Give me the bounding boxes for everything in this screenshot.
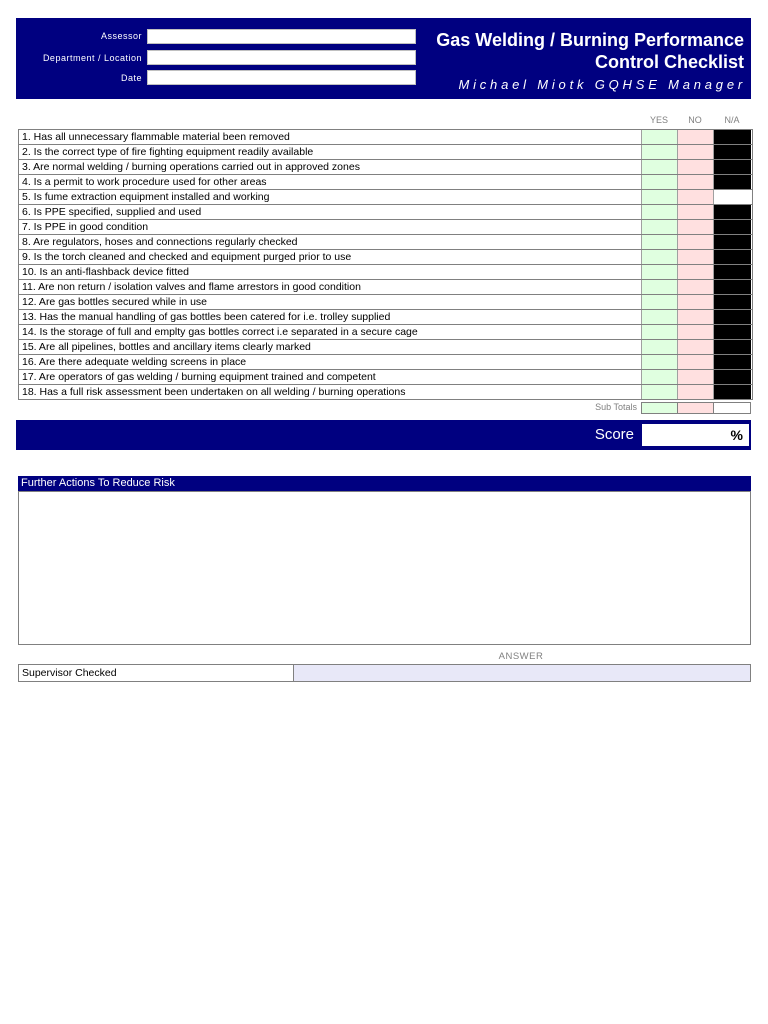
score-bar: [16, 420, 751, 450]
answer-no-cell[interactable]: [677, 250, 713, 264]
answer-yes-cell[interactable]: [641, 370, 677, 384]
page-title-line2: Control Checklist: [594, 52, 744, 72]
score-percent-sign: %: [730, 427, 743, 443]
table-row: [19, 220, 752, 235]
question-text: 5. Is fume extraction equipment installed and working: [22, 191, 270, 203]
question-text: 4. Is a permit to work procedure used for other areas: [22, 176, 267, 188]
table-row: [19, 145, 752, 160]
page-subtitle: Michael Miotk GQHSE Manager: [458, 77, 746, 92]
answer-na-cell: [713, 325, 751, 339]
answer-na-cell: [713, 130, 751, 144]
subtotal-yes: [641, 402, 678, 414]
table-row: [19, 355, 752, 370]
answer-na-cell: [713, 160, 751, 174]
answer-no-cell[interactable]: [677, 355, 713, 369]
answer-no-cell[interactable]: [677, 340, 713, 354]
answer-yes-cell[interactable]: [641, 145, 677, 159]
question-text: 7. Is PPE in good condition: [22, 221, 149, 233]
answer-na-cell: [713, 250, 751, 264]
answer-no-cell[interactable]: [677, 295, 713, 309]
answer-yes-cell[interactable]: [641, 265, 677, 279]
answer-yes-cell[interactable]: [641, 220, 677, 234]
table-row: [19, 310, 752, 325]
subtotal-no: [677, 402, 714, 414]
table-row: [19, 325, 752, 340]
answer-yes-cell[interactable]: [641, 160, 677, 174]
question-text: 11. Are non return / isolation valves and flame arrestors in good condition: [22, 281, 361, 293]
table-row: [19, 160, 752, 175]
answer-header: ANSWER: [498, 651, 544, 662]
answer-yes-cell[interactable]: [641, 175, 677, 189]
further-actions-header: Further Actions To Reduce Risk: [18, 476, 751, 491]
answer-no-cell[interactable]: [677, 145, 713, 159]
date-label: Date: [120, 73, 142, 83]
answer-no-cell[interactable]: [677, 325, 713, 339]
answer-no-cell[interactable]: [677, 370, 713, 384]
answer-no-cell[interactable]: [677, 205, 713, 219]
answer-yes-cell[interactable]: [641, 310, 677, 324]
table-row: [19, 385, 752, 400]
answer-yes-cell[interactable]: [641, 340, 677, 354]
question-text: 12. Are gas bottles secured while in use: [22, 296, 208, 308]
department-field[interactable]: [147, 50, 416, 65]
supervisor-answer-field[interactable]: [293, 665, 750, 681]
column-header-no: NO: [688, 115, 702, 125]
question-text: 9. Is the torch cleaned and checked and equipment purged prior to use: [22, 251, 352, 263]
answer-na-cell: [713, 265, 751, 279]
answer-na-cell: [713, 280, 751, 294]
score-label: Score: [594, 426, 634, 443]
question-text: 8. Are regulators, hoses and connections regularly checked: [22, 236, 298, 248]
question-text: 6. Is PPE specified, supplied and used: [22, 206, 202, 218]
answer-no-cell[interactable]: [677, 160, 713, 174]
answer-no-cell[interactable]: [677, 235, 713, 249]
answer-yes-cell[interactable]: [641, 295, 677, 309]
question-text: 3. Are normal welding / burning operations carried out in approved zones: [22, 161, 360, 173]
column-header-na: N/A: [724, 115, 740, 125]
table-row: [19, 280, 752, 295]
answer-no-cell[interactable]: [677, 280, 713, 294]
answer-no-cell[interactable]: [677, 175, 713, 189]
question-text: 10. Is an anti-flashback device fitted: [22, 266, 189, 278]
question-text: 1. Has all unnecessary flammable material been removed: [22, 131, 290, 143]
table-row: [19, 250, 752, 265]
answer-na-cell: [713, 235, 751, 249]
table-row: [19, 130, 752, 145]
answer-yes-cell[interactable]: [641, 205, 677, 219]
table-row: [19, 205, 752, 220]
answer-no-cell[interactable]: [677, 190, 713, 204]
answer-na-cell: [713, 145, 751, 159]
assessor-label: Assessor: [100, 31, 142, 41]
answer-na-cell: [713, 385, 751, 399]
table-row: [19, 340, 752, 355]
header-banner: [16, 18, 751, 99]
date-field[interactable]: [147, 70, 416, 85]
answer-na-cell: [713, 355, 751, 369]
table-row: [19, 175, 752, 190]
question-text: 15. Are all pipelines, bottles and ancillary items clearly marked: [22, 341, 311, 353]
question-text: 13. Has the manual handling of gas bottles been catered for i.e. trolley supplied: [22, 311, 391, 323]
answer-no-cell[interactable]: [677, 265, 713, 279]
answer-no-cell[interactable]: [677, 220, 713, 234]
assessor-field[interactable]: [147, 29, 416, 44]
question-text: 14. Is the storage of full and emplty gas bottles correct i.e separated in a secure cage: [22, 326, 418, 338]
question-text: 18. Has a full risk assessment been undertaken on all welding / burning operations: [22, 386, 406, 398]
answer-na-cell: [713, 205, 751, 219]
page-title-line1: Gas Welding / Burning Performance: [436, 30, 744, 50]
answer-yes-cell[interactable]: [641, 355, 677, 369]
answer-yes-cell[interactable]: [641, 250, 677, 264]
answer-yes-cell[interactable]: [641, 325, 677, 339]
supervisor-row: [18, 664, 751, 682]
answer-yes-cell[interactable]: [641, 190, 677, 204]
answer-na-cell: [713, 310, 751, 324]
answer-na-cell: [713, 220, 751, 234]
answer-na-cell: [713, 295, 751, 309]
supervisor-label: Supervisor Checked: [22, 667, 117, 679]
answer-no-cell[interactable]: [677, 310, 713, 324]
table-row: [19, 190, 752, 205]
answer-na-cell: [713, 370, 751, 384]
question-text: 2. Is the correct type of fire fighting equipment readily available: [22, 146, 314, 158]
answer-na-cell: [713, 340, 751, 354]
answer-yes-cell[interactable]: [641, 235, 677, 249]
question-text: 16. Are there adequate welding screens in place: [22, 356, 247, 368]
department-label: Department / Location: [42, 53, 142, 63]
column-header-yes: YES: [649, 115, 668, 125]
answer-no-cell[interactable]: [677, 385, 713, 399]
further-actions-textarea[interactable]: [18, 491, 751, 645]
table-row: [19, 295, 752, 310]
table-row: [19, 370, 752, 385]
table-row: [19, 265, 752, 280]
score-value-box: [642, 424, 749, 446]
answer-yes-cell[interactable]: [641, 280, 677, 294]
subtotals-label: Sub Totals: [595, 402, 637, 412]
subtotal-na: [713, 402, 751, 414]
answer-yes-cell[interactable]: [641, 130, 677, 144]
answer-na-cell: [713, 175, 751, 189]
table-row: [19, 235, 752, 250]
answer-yes-cell[interactable]: [641, 385, 677, 399]
answer-no-cell[interactable]: [677, 130, 713, 144]
checklist-table: [18, 129, 753, 400]
answer-na-cell[interactable]: [713, 190, 751, 204]
question-text: 17. Are operators of gas welding / burning equipment trained and competent: [22, 371, 376, 383]
